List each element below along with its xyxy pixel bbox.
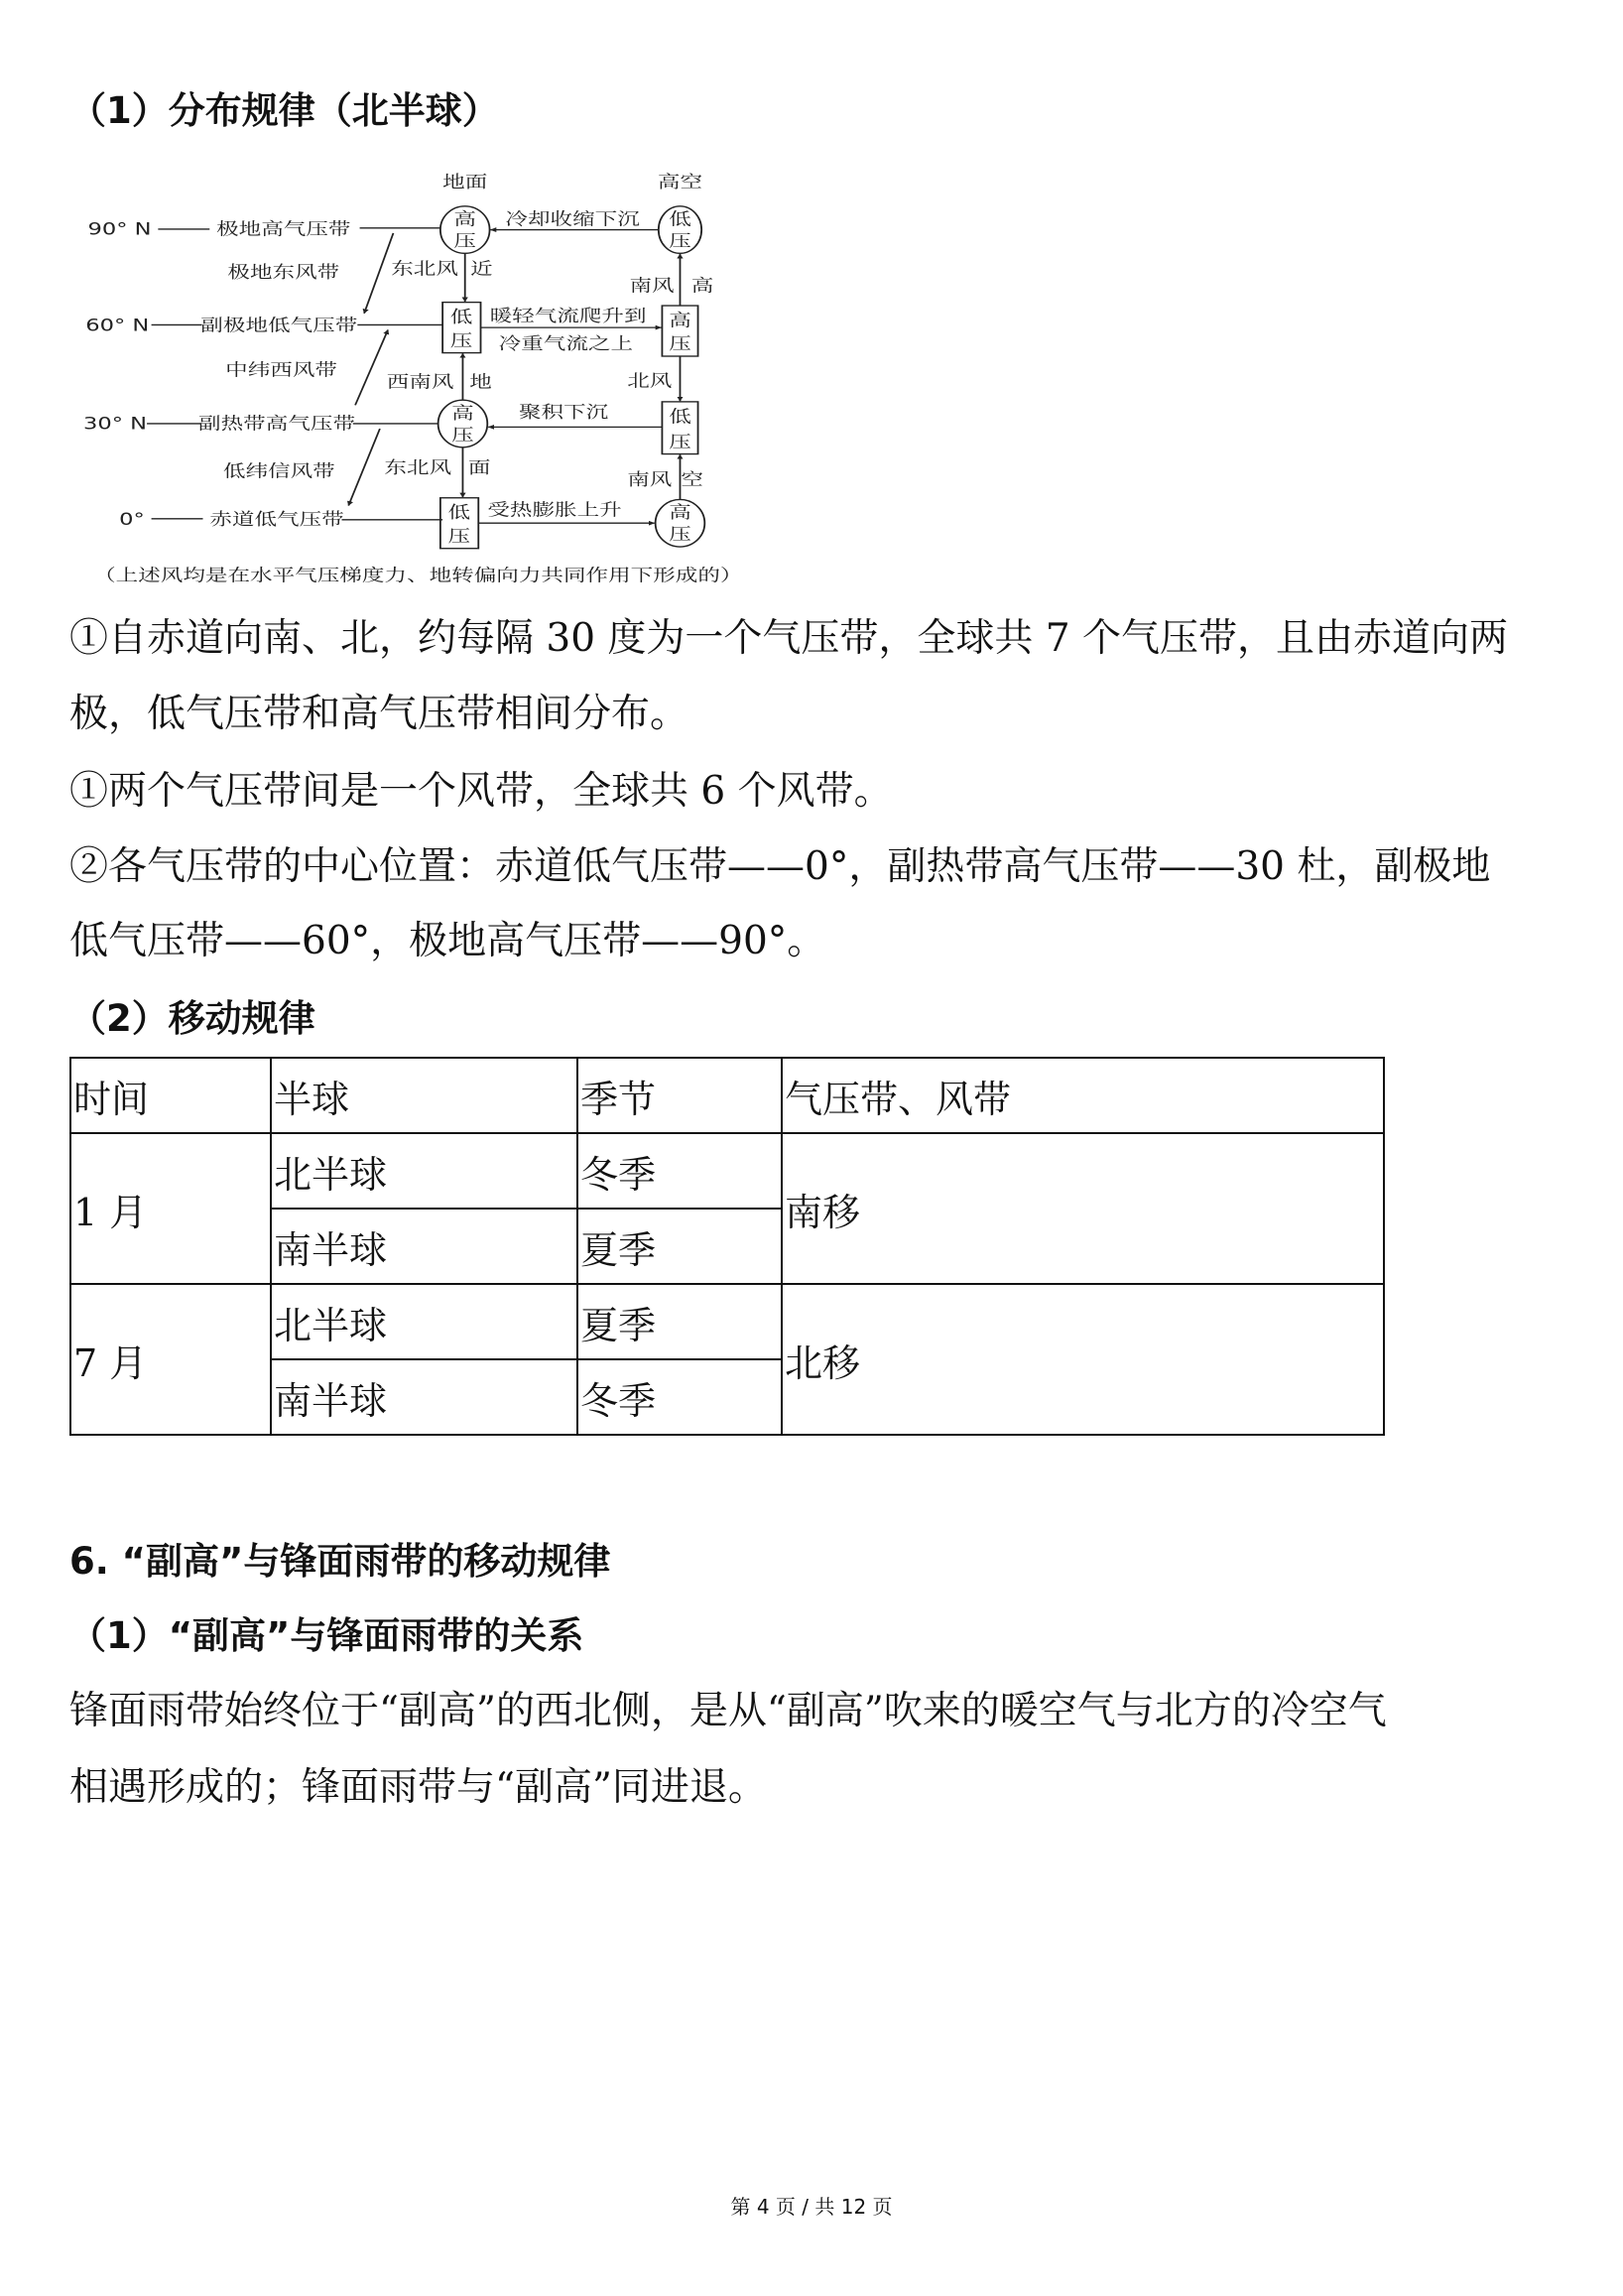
node-label: 高	[451, 402, 474, 424]
heading-section-6: 6. “副高”与锋面雨带的移动规律	[69, 1540, 611, 1583]
hemisphere-cell: 北半球	[271, 1284, 577, 1359]
season-cell: 夏季	[577, 1284, 782, 1359]
node-label: 压	[669, 333, 691, 354]
heading-distribution: （1）分布规律（北半球）	[69, 89, 499, 132]
node-label: 压	[669, 230, 691, 251]
wind-label: 高	[690, 275, 714, 296]
lat-0: 0°	[119, 508, 145, 530]
node-label: 高	[453, 208, 476, 229]
wind-label: 东北风	[384, 456, 452, 478]
move-cell: 南移	[782, 1133, 1384, 1284]
belt-0: 赤道低气压带	[209, 508, 344, 530]
wind-label: 面	[467, 456, 491, 478]
flow-label: 冷却收缩下沉	[505, 208, 640, 229]
season-cell: 冬季	[577, 1359, 782, 1435]
diagram-caption: （上述风均是在水平气压梯度力、地转偏向力共同作用下形成的）	[93, 565, 743, 585]
node-label: 压	[669, 524, 691, 545]
node-label: 低	[669, 208, 691, 229]
wind-label: 北风	[627, 370, 673, 391]
header-cell: 半球	[271, 1058, 577, 1133]
header-cell: 季节	[577, 1058, 782, 1133]
paragraph-line: 锋面雨带始终位于“副高”的西北侧，是从“副高”吹来的暖空气与北方的冷空气	[69, 1689, 1387, 1733]
node-label: 高	[669, 310, 691, 330]
move-cell: 北移	[782, 1284, 1384, 1435]
header-cell: 气压带、风带	[782, 1058, 1384, 1133]
wind-westerlies: 中纬西风带	[225, 359, 337, 380]
hemisphere-cell: 北半球	[271, 1133, 577, 1209]
node-label: 低	[669, 406, 691, 427]
wind-label: 东北风	[391, 258, 458, 279]
node-label: 压	[451, 424, 474, 446]
node-label: 压	[449, 329, 473, 351]
hemisphere-cell: 南半球	[271, 1209, 577, 1284]
wind-label: 西南风	[386, 371, 454, 392]
paragraph-line: 极，低气压带和高气压带相间分布。	[69, 692, 689, 736]
col-ground: 地面	[442, 171, 488, 192]
col-upper: 高空	[657, 171, 703, 192]
flow-label: 受热膨胀上升	[487, 499, 622, 520]
node-label: 高	[669, 501, 691, 523]
paragraph-line: 相遇形成的；锋面雨带与“副高”同进退。	[69, 1765, 767, 1810]
belt-90: 极地高气压带	[216, 218, 351, 239]
paragraph-line: ①自赤道向南、北，约每隔 30 度为一个气压带，全球共 7 个气压带，且由赤道向两	[69, 616, 1509, 661]
season-cell: 冬季	[577, 1133, 782, 1209]
page-footer: 第 4 页 / 共 12 页	[730, 2195, 893, 2219]
heading-relationship: （1）“副高”与锋面雨带的关系	[69, 1614, 584, 1657]
time-cell: 1 月	[70, 1133, 271, 1284]
paragraph-line: ②各气压带的中心位置：赤道低气压带——0°，副热带高气压带——30 杜，副极地	[69, 844, 1491, 889]
belt-30: 副热带高气压带	[198, 413, 356, 435]
wind-label: 近	[470, 258, 493, 279]
header-cell: 时间	[70, 1058, 271, 1133]
node-label: 压	[669, 431, 691, 452]
lat-90: 90° N	[87, 218, 152, 239]
season-cell: 夏季	[577, 1209, 782, 1284]
lat-60: 60° N	[85, 315, 150, 335]
table-header-row	[70, 1058, 1384, 1133]
flow-label: 冷重气流之上	[498, 333, 634, 354]
table-row	[70, 1133, 1384, 1209]
flow-label: 聚积下沉	[518, 401, 609, 423]
node-label: 压	[453, 230, 476, 251]
paragraph-line: 低气压带——60°，极地高气压带——90°。	[69, 919, 826, 963]
wind-label: 南风	[627, 468, 673, 490]
movement-table	[69, 1057, 1385, 1436]
wind-label: 南风	[629, 275, 675, 296]
heading-movement: （2）移动规律	[69, 997, 315, 1040]
lat-30: 30° N	[83, 413, 148, 435]
wind-label: 空	[681, 468, 703, 490]
node-label: 低	[449, 306, 473, 327]
table-row	[70, 1284, 1384, 1359]
wind-label: 地	[469, 371, 492, 392]
hemisphere-cell: 南半球	[271, 1359, 577, 1435]
paragraph-line: ①两个气压带间是一个风带，全球共 6 个风带。	[69, 769, 893, 814]
wind-trade: 低纬信风带	[222, 460, 335, 481]
belt-60: 副极地低气压带	[200, 315, 358, 335]
flow-label: 暖轻气流爬升到	[489, 305, 647, 326]
wind-polar-easterlies: 极地东风带	[227, 261, 340, 283]
pressure-belt-diagram	[60, 149, 754, 597]
node-label: 压	[447, 525, 471, 547]
node-label: 低	[447, 501, 471, 523]
time-cell: 7 月	[70, 1284, 271, 1435]
